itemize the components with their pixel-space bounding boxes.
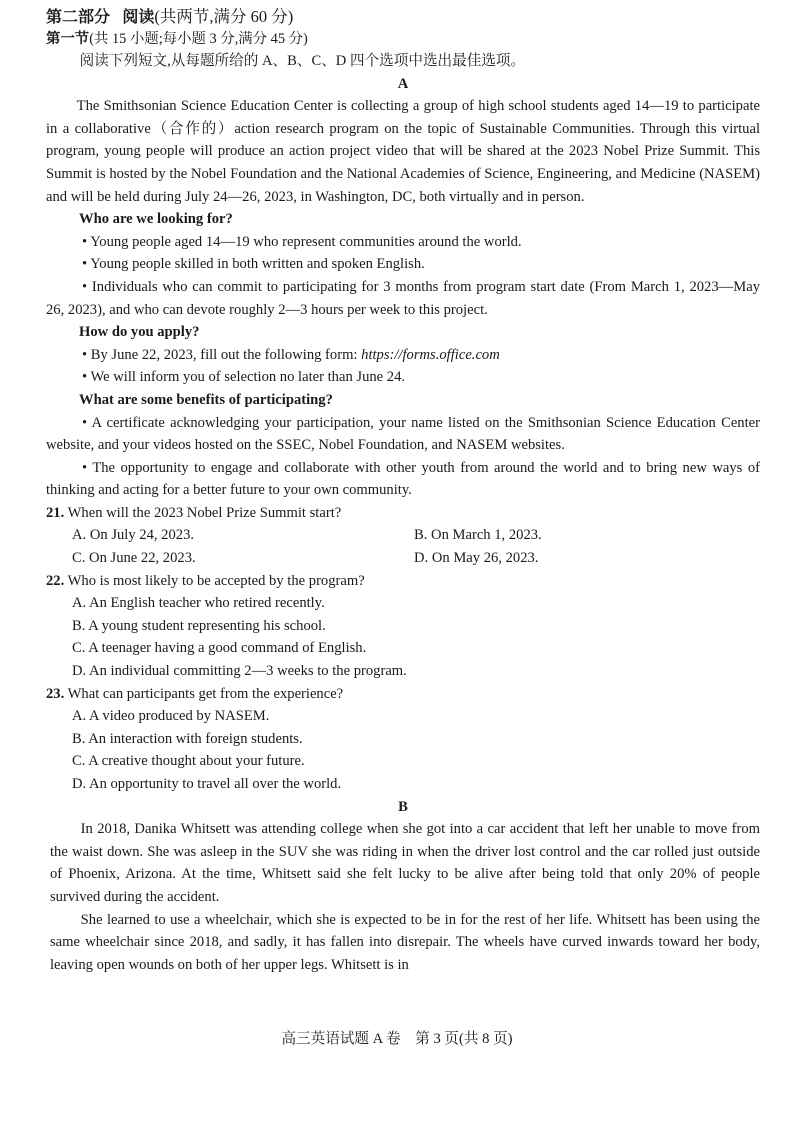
option-d: D. An opportunity to travel all over the world. — [72, 776, 342, 792]
passage-a-intro: The Smithsonian Science Education Center is collecting a group of high school students aged 14—19 to participate in a collaborative（合作的）action research program on the topic of Sustainable Communities. Through this virtual program, young people will produce an action project video that will be shared at the 2023 Nobel Prize Summit. This Summit is hosted by the Nobel Foundation and the National Academies of Science, Engineering, and Medicine (NASEM) and will be held during July 24—26, 2023, in Washington, DC, both virtually and in person. — [46, 98, 760, 205]
part-name: 阅读 — [122, 7, 155, 26]
bullet-opportunity: • The opportunity to engage and collaborate with other youth from around the world and to bring new ways of thinking and acting for a better future to your own community. — [46, 459, 760, 499]
form-url: https://forms.office.com — [361, 346, 500, 363]
heading-looking-for: Who are we looking for? — [79, 211, 233, 228]
passage-a-label: A — [397, 75, 409, 92]
option-a: A. An English teacher who retired recently. — [72, 595, 325, 612]
option-a: A. On July 24, 2023. — [72, 527, 195, 544]
heading-apply: How do you apply? — [79, 324, 200, 341]
bullet-form — [46, 344, 760, 367]
heading-benefits: What are some benefits of participating? — [79, 391, 333, 408]
question-stem: When will the 2023 Nobel Prize Summit start? — [67, 504, 342, 521]
bullet-inform: • We will inform you of selection no later than June 24. — [82, 369, 406, 386]
passage-b-paragraph-2: She learned to use a wheelchair, which she is expected to be in for the rest of her life. Whitsett has been using the same wheelchair since 2018, and sadly, it has fallen into disrepair. The wheels have curved inwards toward her body, leaving open wounds on both of her upper legs. Whitsett is in — [50, 911, 760, 973]
passage-b-paragraph-1: In 2018, Danika Whitsett was attending college when she got into a car accident that left her unable to move from the waist down. She was asleep in the SUV she was riding in when the driver lost control and the car rolled just outside of Phoenix, Arizona. At the time, Whitsett said she felt lucky to be alive after being told that only 20% of people survived during the accident. — [50, 821, 760, 905]
bullet-commitment: • Individuals who can commit to participating for 3 months from program start date (From March 1, 2023—May 26, 2023), and who can devote roughly 2—3 hours per week to this project. — [46, 278, 760, 318]
question-21 — [46, 502, 760, 525]
instruction: 阅读下列短文,从每题所给的 A、B、C、D 四个选项中选出最佳选项。 — [79, 53, 526, 69]
option-a: A. A video produced by NASEM. — [72, 708, 270, 725]
question-22 — [46, 570, 760, 593]
part-heading — [46, 6, 760, 28]
question-number: 22. — [46, 572, 65, 589]
option-b: B. A young student representing his school. — [72, 617, 326, 634]
question-number: 21. — [46, 504, 65, 521]
option-b: B. On March 1, 2023. — [414, 527, 542, 544]
question-23 — [46, 683, 760, 706]
option-b: B. An interaction with foreign students. — [72, 730, 303, 747]
passage-b — [46, 818, 760, 976]
bullet-english: • Young people skilled in both written and spoken English. — [82, 256, 425, 273]
option-c: C. On June 22, 2023. — [72, 550, 196, 567]
question-stem: What can participants get from the experience? — [67, 685, 344, 702]
question-21-options — [46, 524, 760, 569]
section-heading — [46, 28, 760, 50]
part-label: 第二部分 — [46, 7, 111, 26]
form-text: • By June 22, 2023, fill out the following form: — [82, 346, 362, 363]
option-c: C. A creative thought about your future. — [72, 753, 305, 770]
option-c: C. A teenager having a good command of English. — [72, 640, 367, 657]
bullet-certificate: • A certificate acknowledging your participation, your name listed on the Smithsonian Science Education Center website, and your videos hosted on the SSEC, Nobel Foundation, and NASEM websites. — [46, 414, 760, 454]
question-number: 23. — [46, 685, 65, 702]
passage-b-label: B — [398, 798, 408, 815]
page-footer: 高三英语试题 A 卷 第 3 页(共 8 页) — [281, 1031, 513, 1047]
part-info: (共两节,满分 60 分) — [154, 7, 294, 26]
section-label: 第一节 — [46, 31, 90, 47]
bullet-age: • Young people aged 14—19 who represent communities around the world. — [82, 233, 522, 250]
option-d: D. On May 26, 2023. — [414, 550, 539, 567]
section-info: (共 15 小题;每小题 3 分,满分 45 分) — [89, 31, 308, 47]
option-d: D. An individual committing 2—3 weeks to the program. — [72, 663, 407, 680]
question-stem: Who is most likely to be accepted by the program? — [67, 572, 365, 589]
